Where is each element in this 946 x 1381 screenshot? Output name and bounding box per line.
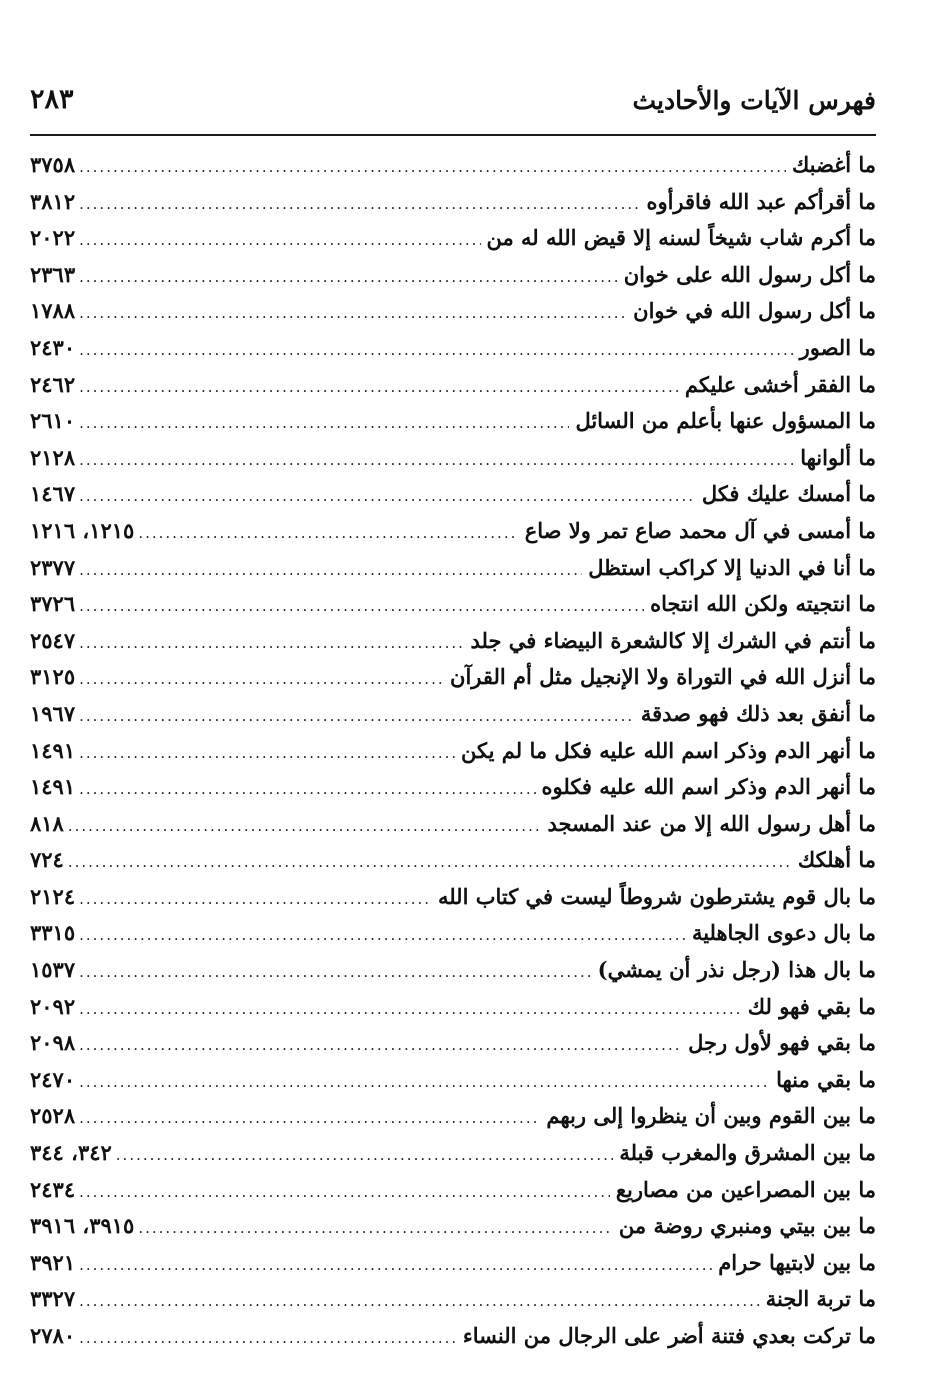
entry-text: ما بال هذا (رجل نذر أن يمشي) bbox=[597, 957, 876, 983]
entry-text: ما بال قوم يشترطون شروطاً ليست في كتاب الله bbox=[437, 883, 876, 909]
index-entry bbox=[30, 1098, 876, 1135]
dot-leader bbox=[68, 844, 792, 881]
index-entry bbox=[30, 476, 876, 513]
entry-ref-number: ٢١٢٤ bbox=[30, 883, 76, 909]
entry-ref-number: ٢٤٦٢ bbox=[30, 371, 76, 397]
entry-ref-number: ٢٥٤٧ bbox=[30, 627, 76, 653]
entry-ref-number: ٢٣٧٧ bbox=[30, 554, 76, 580]
dot-leader bbox=[79, 149, 786, 186]
index-entry bbox=[30, 769, 876, 806]
entry-text: ما بقي منها bbox=[776, 1066, 876, 1092]
dot-leader bbox=[79, 1174, 610, 1211]
dot-leader bbox=[79, 881, 432, 918]
entry-text: ما أمسى في آل محمد صاع تمر ولا صاع bbox=[524, 517, 876, 543]
entry-ref-number: ٣٣٢٧ bbox=[30, 1286, 76, 1312]
dot-leader bbox=[68, 808, 542, 845]
entry-text: ما بقي فهو لأول رجل bbox=[688, 1030, 876, 1056]
entry-text: ما أنزل الله في التوراة ولا الإنجيل مثل أم القرآن bbox=[450, 664, 876, 690]
entry-text: ما بين المصراعين من مصاريع bbox=[615, 1176, 876, 1202]
index-entry bbox=[30, 696, 876, 733]
entry-text: ما المسؤول عنها بأعلم من السائل bbox=[575, 408, 876, 434]
entry-ref-number: ٣٣١٥ bbox=[30, 920, 76, 946]
index-entry bbox=[30, 1281, 876, 1318]
index-entry bbox=[30, 513, 876, 550]
dot-leader bbox=[79, 954, 592, 991]
entry-text: ما أكرم شاب شيخاً لسنه إلا قيض الله له من bbox=[486, 225, 876, 251]
index-entry bbox=[30, 659, 876, 696]
entry-ref-number: ٣٧٥٨ bbox=[30, 152, 76, 177]
entry-text: ما الفقر أخشى عليكم bbox=[684, 371, 876, 397]
index-entry bbox=[30, 367, 876, 404]
entry-ref-number: ٣٨١٢ bbox=[30, 188, 76, 214]
dot-leader bbox=[79, 552, 582, 589]
index-entry bbox=[30, 806, 876, 843]
dot-leader bbox=[79, 405, 569, 442]
entry-text: ما بين المشرق والمغرب قبلة bbox=[619, 1140, 876, 1166]
entry-ref-number: ٣٩١٥، ٣٩١٦ bbox=[30, 1213, 135, 1239]
entry-text: ما أقرأكم عبد الله فاقرأوه bbox=[646, 188, 876, 214]
entry-text: ما أنتم في الشرك إلا كالشعرة البيضاء في جلد bbox=[470, 627, 876, 653]
index-entry bbox=[30, 733, 876, 770]
entry-ref-number: ٢١٢٨ bbox=[30, 444, 76, 470]
index-entry bbox=[30, 915, 876, 952]
entry-text: ما بين بيتي ومنبري روضة من bbox=[618, 1213, 876, 1239]
entry-ref-number: ١٩٦٧ bbox=[30, 700, 76, 726]
entry-ref-number: ٢٤٧٠ bbox=[30, 1066, 76, 1092]
index-entry bbox=[30, 1208, 876, 1245]
entry-text: ما أنفق بعد ذلك فهو صدقة bbox=[640, 700, 876, 726]
dot-leader bbox=[79, 1320, 457, 1357]
index-entry bbox=[30, 586, 876, 623]
header-rule bbox=[30, 134, 876, 136]
entry-ref-number: ١٤٩١ bbox=[30, 737, 76, 763]
dot-leader bbox=[79, 332, 793, 369]
dot-leader bbox=[138, 515, 518, 552]
entry-text: ما ألوانها bbox=[800, 444, 876, 470]
entry-ref-number: ١٤٦٧ bbox=[30, 481, 76, 507]
index-entry bbox=[30, 550, 876, 587]
index-entry bbox=[30, 1245, 876, 1282]
index-entry bbox=[30, 842, 876, 879]
entry-text: ما أنهر الدم وذكر اسم الله عليه فكل ما لم يكن bbox=[461, 737, 876, 763]
dot-leader bbox=[79, 1283, 760, 1320]
entry-text: ما أغضبك bbox=[791, 152, 876, 177]
entry-text: ما بقي فهو لك bbox=[747, 993, 876, 1019]
dot-leader bbox=[79, 991, 742, 1028]
entry-ref-number: ٢٧٨٠ bbox=[30, 1323, 76, 1348]
index-entry bbox=[30, 879, 876, 916]
entry-ref-number: ١٥٣٧ bbox=[30, 957, 76, 983]
dot-leader bbox=[79, 661, 444, 698]
dot-leader bbox=[79, 442, 794, 479]
entry-ref-number: ١٢١٥، ١٢١٦ bbox=[30, 517, 135, 543]
dot-leader bbox=[79, 295, 627, 332]
entry-ref-number: ٢٥٢٨ bbox=[30, 1103, 76, 1129]
entry-ref-number: ٧٢٤ bbox=[30, 847, 64, 873]
entry-text: ما أنا في الدنيا إلا كراكب استظل bbox=[588, 554, 876, 580]
index-entry bbox=[30, 952, 876, 989]
running-title: فهرس الآيات والأحاديث bbox=[632, 86, 876, 115]
entry-ref-number: ٢٠٩٢ bbox=[30, 993, 76, 1019]
entry-text: ما أكل رسول الله في خوان bbox=[633, 298, 876, 324]
dot-leader bbox=[79, 588, 644, 625]
dot-leader bbox=[79, 1247, 712, 1284]
entry-text: ما انتجيته ولكن الله انتجاه bbox=[650, 591, 876, 617]
dot-leader bbox=[79, 917, 686, 954]
dot-leader bbox=[79, 625, 464, 662]
dot-leader bbox=[138, 1210, 613, 1247]
entry-text: ما أهلكك bbox=[797, 847, 876, 873]
index-entry bbox=[30, 403, 876, 440]
dot-leader bbox=[79, 186, 640, 223]
entry-ref-number: ١٧٨٨ bbox=[30, 298, 76, 324]
dot-leader bbox=[79, 698, 635, 735]
entry-text: ما أمسك عليك فكل bbox=[701, 481, 876, 507]
index-entry bbox=[30, 440, 876, 477]
index-entry bbox=[30, 257, 876, 294]
entry-ref-number: ٣١٢٥ bbox=[30, 664, 76, 690]
entry-text: ما بين لابتيها حرام bbox=[718, 1249, 876, 1275]
entry-ref-number: ٢٦١٠ bbox=[30, 408, 76, 434]
dot-leader bbox=[79, 735, 455, 772]
entry-ref-number: ١٤٩١ bbox=[30, 774, 76, 800]
dot-leader bbox=[79, 1100, 540, 1137]
dot-leader bbox=[116, 1137, 614, 1174]
index-entry bbox=[30, 220, 876, 257]
entry-text: ما الصور bbox=[799, 334, 876, 360]
entry-ref-number: ٢٤٣٠ bbox=[30, 334, 76, 360]
index-entry bbox=[30, 623, 876, 660]
dot-leader bbox=[79, 1064, 770, 1101]
entry-ref-number: ٣٤٢، ٣٤٤ bbox=[30, 1140, 112, 1166]
dot-leader bbox=[79, 1027, 682, 1064]
dot-leader bbox=[79, 369, 679, 406]
dot-leader bbox=[79, 259, 618, 296]
entry-text: ما تربة الجنة bbox=[765, 1286, 876, 1312]
entry-text: ما بال دعوى الجاهلية bbox=[691, 920, 876, 946]
entry-text: ما أنهر الدم وذكر اسم الله عليه فكلوه bbox=[541, 774, 876, 800]
index-entry bbox=[30, 184, 876, 221]
index-entry bbox=[30, 989, 876, 1026]
index-entry bbox=[30, 1062, 876, 1099]
entry-ref-number: ٣٩٢١ bbox=[30, 1249, 76, 1275]
dot-leader bbox=[79, 222, 480, 259]
index-entry bbox=[30, 1135, 876, 1172]
page-number: ٢٨٣ bbox=[30, 84, 74, 115]
index-entry bbox=[30, 1318, 876, 1355]
entry-ref-number: ٣٧٢٦ bbox=[30, 591, 76, 617]
index-list bbox=[30, 147, 876, 1355]
entry-text: ما تركت بعدي فتنة أضر على الرجال من النساء bbox=[462, 1323, 876, 1348]
index-entry bbox=[30, 293, 876, 330]
index-entry bbox=[30, 147, 876, 184]
dot-leader bbox=[79, 771, 535, 808]
entry-text: ما أكل رسول الله على خوان bbox=[623, 261, 876, 287]
dot-leader bbox=[79, 478, 696, 515]
entry-text: ما بين القوم وبين أن ينظروا إلى ربهم bbox=[546, 1103, 876, 1129]
page-header bbox=[30, 80, 876, 124]
entry-ref-number: ٢٠٢٢ bbox=[30, 225, 76, 251]
index-entry bbox=[30, 330, 876, 367]
entry-ref-number: ٢٣٦٣ bbox=[30, 261, 76, 287]
entry-text: ما أهل رسول الله إلا من عند المسجد bbox=[547, 810, 876, 836]
index-entry bbox=[30, 1172, 876, 1209]
index-entry bbox=[30, 1025, 876, 1062]
entry-ref-number: ٢٤٣٤ bbox=[30, 1176, 76, 1202]
entry-ref-number: ٨١٨ bbox=[30, 810, 64, 836]
entry-ref-number: ٢٠٩٨ bbox=[30, 1030, 76, 1056]
